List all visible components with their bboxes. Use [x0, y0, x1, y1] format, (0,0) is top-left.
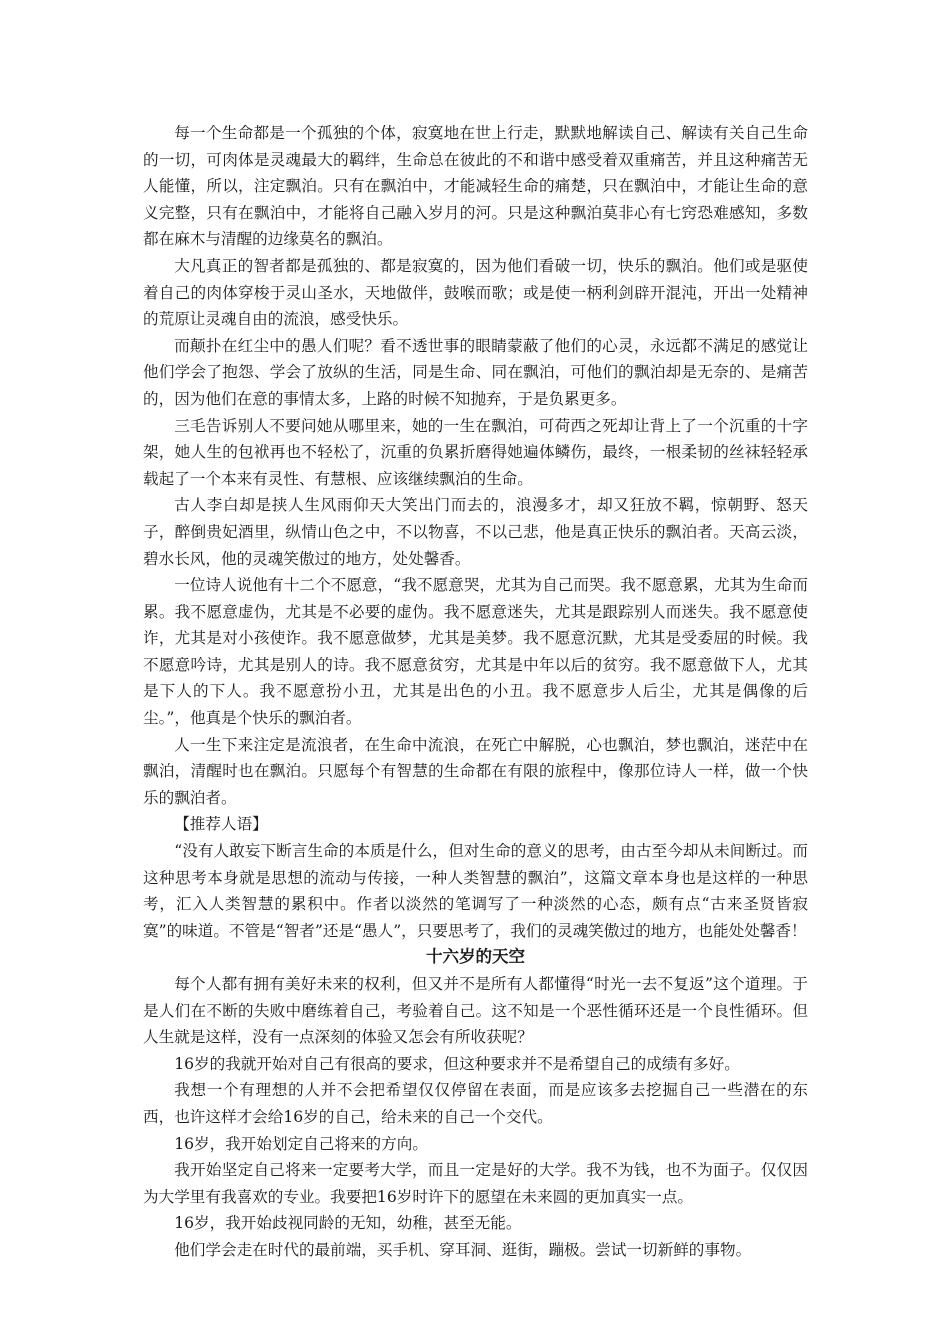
article2-paragraph: 他们学会走在时代的最前端，买手机、穿耳洞、逛街，蹦极。尝试一切新鲜的事物。 — [174, 1240, 752, 1259]
article2-title: 十六岁的天空 — [426, 947, 525, 967]
article1-paragraph: 而颠扑在红尘中的愚人们呢？看不透世事的眼睛蒙蔽了他们的心灵，永远都不满足的感觉让他们学会了抱怨、学会了放纵的生活，同是生命、同在飘泊，可他们的飘泊却是无奈的、是痛苦的，因为他们在意的事情太多，上路的时候不知抛弃，于是负累更多。 — [143, 336, 808, 408]
article1-paragraph: 三毛告诉别人不要问她从哪里来，她的一生在飘泊，可荷西之死却让背上了一个沉重的十字架，她人生的包袱再也不轻松了，沉重的负累折磨得她遍体鳞伤，最终，一根柔韧的丝袜轻轻承载起了一个本来有灵性、有慧根、应该继续飘泊的生命。 — [143, 416, 808, 488]
article1-paragraph: 一位诗人说他有十二个不愿意，“我不愿意哭，尤其为自己而哭。我不愿意累，尤其为生命而累。我不愿意虚伪，尤其是不必要的虚伪。我不愿意迷失，尤其是跟踪别人而迷失。我不愿意使诈，尤其是对小孩使诈。我不愿意做梦，尤其是美梦。我不愿意沉默，尤其是受委屈的时候。我不愿意吟诗，尤其是别人的诗。我不愿意贫穷，尤其是中年以后的贫穷。我不愿意做下人，尤其是下人的下人。我不愿意扮小丑，尤其是出色的小丑。我不愿意步人后尘，尤其是偶像的后尘。”，他真是个快乐的飘泊者。 — [143, 576, 808, 728]
document-page — [143, 120, 808, 1264]
article1-paragraph: 每一个生命都是一个孤独的个体，寂寞地在世上行走，默默地解读自己、解读有关自己生命的一切，可肉体是灵魂最大的羁绊，生命总在彼此的不和谐中感受着双重痛苦，并且这种痛苦无人能懂，所以，注定飘泊。只有在飘泊中，才能减轻生命的痛楚，只在飘泊中，才能让生命的意义完整，只有在飘泊中，才能将自己融入岁月的河。只是这种飘泊莫非心有七窍恐难感知，多数都在麻木与清醒的边缘莫名的飘泊。 — [143, 124, 808, 249]
article2-paragraph: 每个人都有拥有美好未来的权利，但又并不是所有人都懂得“时光一去不复返”这个道理。于是人们在不断的失败中磨练着自己，考验着自己。这不知是一个恶性循环还是一个良性循环。但人生就是这样，没有一点深刻的体验又怎会有所收获呢？ — [143, 975, 808, 1047]
article2-paragraph: 16岁的我就开始对自己有很高的要求，但这种要求并不是希望自己的成绩有多好。 — [174, 1054, 740, 1073]
article2-paragraph: 16岁，我开始划定自己将来的方向。 — [174, 1134, 428, 1153]
article2-paragraph: 我开始坚定自己将来一定要考大学，而且一定是好的大学。我不为钱，也不为面子。仅仅因为大学里有我喜欢的专业。我要把16岁时许下的愿望在未来圆的更加真实一点。 — [143, 1161, 808, 1206]
recommend-label: 【推荐人语】 — [174, 815, 268, 834]
article2-paragraph: 16岁，我开始歧视同龄的无知，幼稚，甚至无能。 — [174, 1214, 522, 1233]
article1-paragraph: 古人李白却是挟人生风雨仰天大笑出门而去的，浪漫多才，却又狂放不羁，惊朝野、怒天子，醉倒贵妃酒里，纵情山色之中，不以物喜，不以己悲，他是真正快乐的飘泊者。天高云淡，碧水长风，他的灵魂笑傲过的地方，处处馨香。 — [143, 496, 808, 568]
article2-paragraph: 我想一个有理想的人并不会把希望仅仅停留在表面，而是应该多去挖掘自己一些潜在的东西，也许这样才会给16岁的自己，给未来的自己一个交代。 — [143, 1081, 808, 1126]
article1-paragraph: 大凡真正的智者都是孤独的、都是寂寞的，因为他们看破一切，快乐的飘泊。他们或是驱使着自己的肉体穿梭于灵山圣水，天地做伴，鼓喉而歌；或是使一柄利剑辟开混沌，开出一处精神的荒原让灵魂自由的流浪，感受快乐。 — [143, 256, 808, 329]
recommend-text: “没有人敢妄下断言生命的本质是什么，但对生命的意义的思考，由古至今却从未间断过。而这种思考本身就是思想的流动与传接，一种人类智慧的飘泊”，这篇文章本身也是这样的一种思考，汇入人类智慧的累积中。作者以淡然的笔调写了一种淡然的心态，颇有点“古来圣贤皆寂寞”的味道。不管是“智者”还是“愚人”，只要思考了，我们的灵魂笑傲过的地方，也能处处馨香！ — [143, 842, 808, 940]
article1-paragraph: 人一生下来注定是流浪者，在生命中流浪，在死亡中解脱，心也飘泊，梦也飘泊，迷茫中在飘泊，清醒时也在飘泊。只愿每个有智慧的生命都在有限的旅程中，像那位诗人一样，做一个快乐的飘泊者。 — [143, 735, 808, 807]
